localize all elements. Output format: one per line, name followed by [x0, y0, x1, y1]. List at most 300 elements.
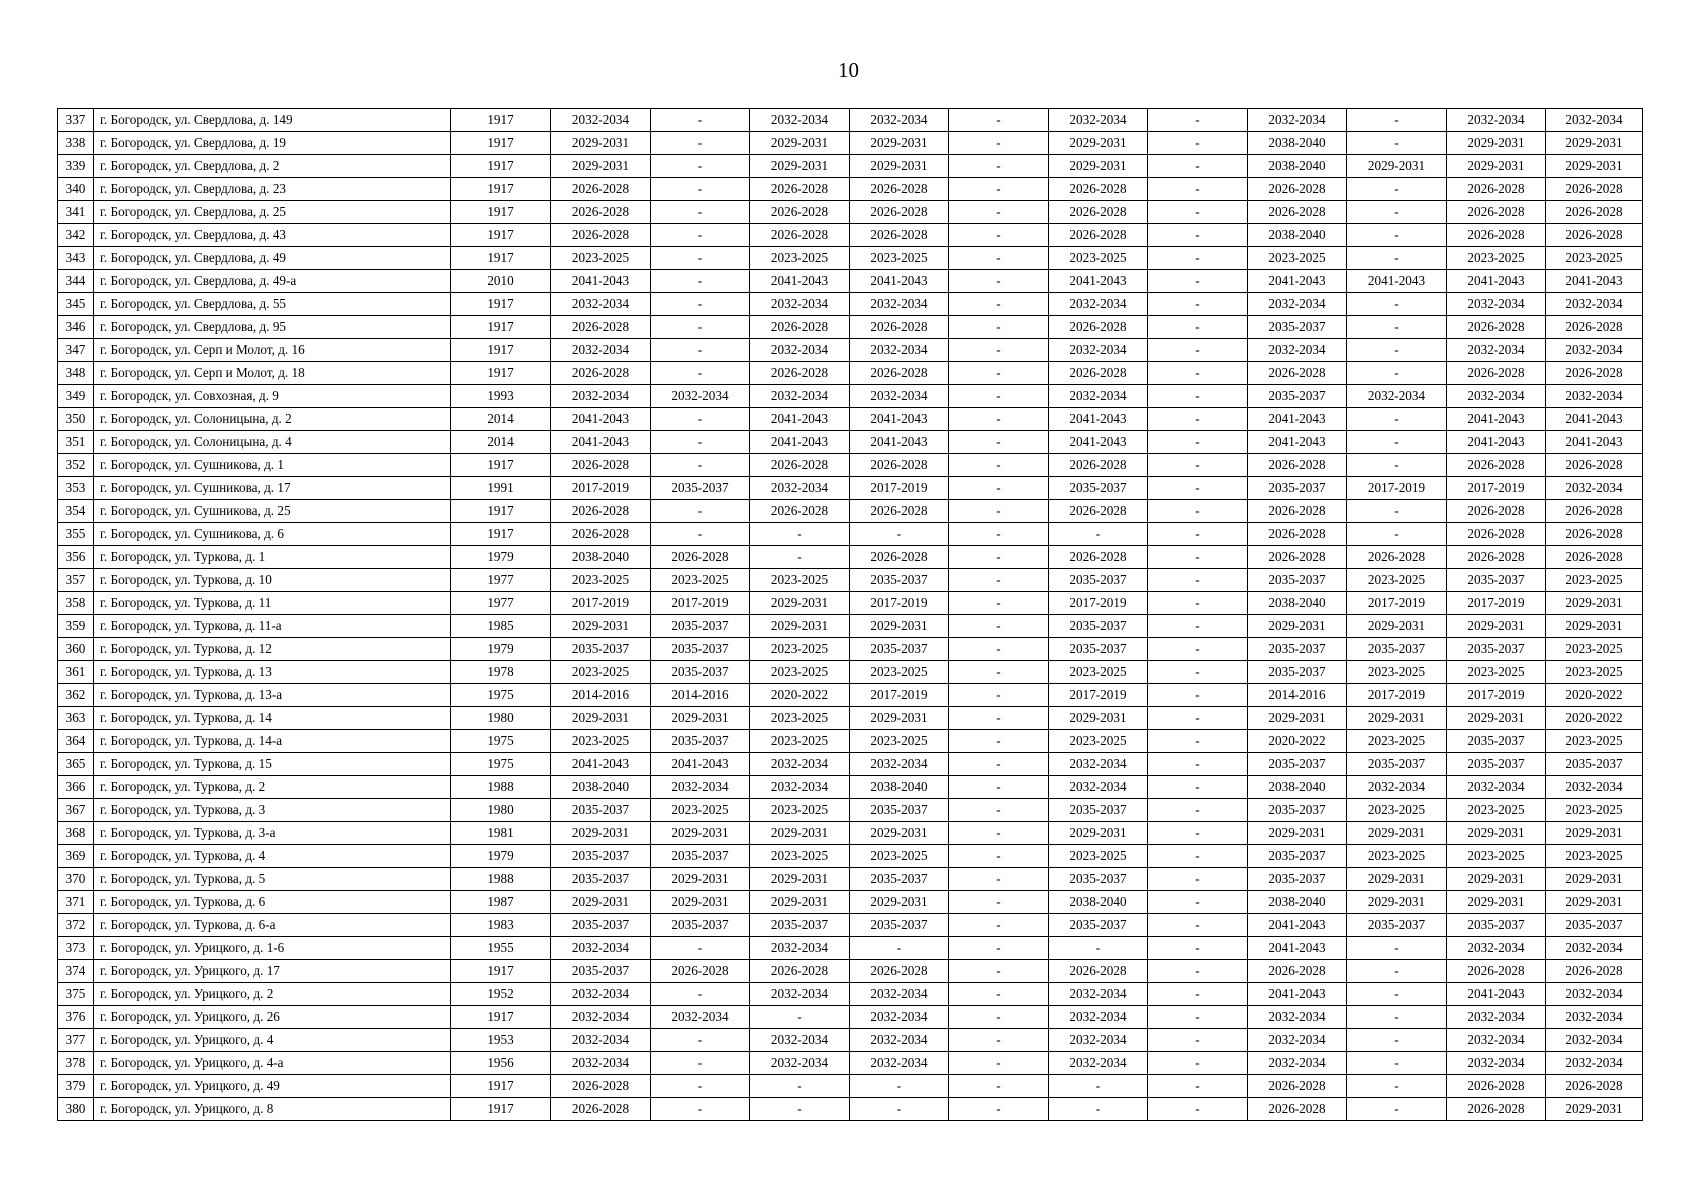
table-row — [58, 339, 1643, 362]
repair-period-cell: - — [949, 845, 1049, 868]
repair-period-cell: - — [1148, 178, 1248, 201]
repair-period-cell: 2029-2031 — [1347, 707, 1447, 730]
repair-period-cell: 2032-2034 — [1546, 385, 1643, 408]
repair-period-cell: - — [949, 799, 1049, 822]
repair-period-cell: - — [1347, 431, 1447, 454]
row-number-cell: 353 — [58, 477, 94, 500]
repair-period-cell: 2029-2031 — [551, 155, 651, 178]
repair-period-cell: 2032-2034 — [750, 776, 850, 799]
repair-period-cell: 2026-2028 — [1447, 500, 1546, 523]
repair-period-cell: 2029-2031 — [1447, 132, 1546, 155]
repair-period-cell: 2029-2031 — [1049, 132, 1148, 155]
repair-period-cell: 2026-2028 — [551, 362, 651, 385]
repair-period-cell: - — [750, 1006, 850, 1029]
address-cell: г. Богородск, ул. Туркова, д. 13-а — [94, 684, 451, 707]
repair-period-cell: - — [949, 316, 1049, 339]
repair-period-cell: - — [750, 1075, 850, 1098]
row-number-cell: 343 — [58, 247, 94, 270]
repair-period-cell: 2014-2016 — [551, 684, 651, 707]
repair-period-cell: 2029-2031 — [1347, 822, 1447, 845]
repair-period-cell: - — [1347, 293, 1447, 316]
repair-period-cell: 2026-2028 — [1546, 1075, 1643, 1098]
repair-period-cell: 2026-2028 — [551, 316, 651, 339]
row-number-cell: 380 — [58, 1098, 94, 1121]
table-row — [58, 1075, 1643, 1098]
repair-period-cell: 2029-2031 — [750, 868, 850, 891]
repair-period-cell: 2035-2037 — [1049, 569, 1148, 592]
row-number-cell: 357 — [58, 569, 94, 592]
repair-period-cell: 2035-2037 — [1447, 753, 1546, 776]
address-cell: г. Богородск, ул. Сушникова, д. 1 — [94, 454, 451, 477]
repair-period-cell: - — [1148, 799, 1248, 822]
repair-period-cell: - — [651, 178, 750, 201]
repair-period-cell: 2026-2028 — [551, 178, 651, 201]
repair-period-cell: 2026-2028 — [850, 362, 949, 385]
table-row — [58, 1098, 1643, 1121]
repair-period-cell: - — [949, 1006, 1049, 1029]
repair-period-cell: - — [651, 362, 750, 385]
table-row — [58, 201, 1643, 224]
repair-period-cell: - — [1148, 868, 1248, 891]
repair-period-cell: 2041-2043 — [1248, 937, 1347, 960]
repair-period-cell: 2026-2028 — [850, 178, 949, 201]
row-number-cell: 370 — [58, 868, 94, 891]
table-row — [58, 661, 1643, 684]
year-built-cell: 1975 — [451, 684, 551, 707]
repair-period-cell: - — [949, 270, 1049, 293]
year-built-cell: 1978 — [451, 661, 551, 684]
address-cell: г. Богородск, ул. Туркова, д. 3-а — [94, 822, 451, 845]
repair-period-cell: 2029-2031 — [1447, 615, 1546, 638]
repair-period-cell: 2035-2037 — [1248, 661, 1347, 684]
repair-period-cell: 2041-2043 — [1546, 408, 1643, 431]
repair-period-cell: - — [1148, 477, 1248, 500]
repair-period-cell: 2029-2031 — [1546, 891, 1643, 914]
year-built-cell: 1917 — [451, 224, 551, 247]
repair-period-cell: - — [949, 477, 1049, 500]
repair-period-cell: - — [949, 454, 1049, 477]
repair-period-cell: 2029-2031 — [850, 822, 949, 845]
repair-period-cell: 2041-2043 — [551, 270, 651, 293]
repair-period-cell: - — [949, 109, 1049, 132]
year-built-cell: 1917 — [451, 960, 551, 983]
repair-period-cell: - — [1148, 132, 1248, 155]
page-number: 10 — [838, 58, 859, 82]
repair-period-cell: 2032-2034 — [1049, 1052, 1148, 1075]
address-cell: г. Богородск, ул. Урицкого, д. 2 — [94, 983, 451, 1006]
year-built-cell: 1917 — [451, 500, 551, 523]
repair-period-cell: 2041-2043 — [1049, 431, 1148, 454]
repair-period-cell: 2017-2019 — [1049, 684, 1148, 707]
repair-period-cell: 2032-2034 — [551, 293, 651, 316]
year-built-cell: 1977 — [451, 569, 551, 592]
repair-period-cell: 2017-2019 — [1347, 684, 1447, 707]
repair-period-cell: - — [651, 500, 750, 523]
repair-period-cell: - — [750, 523, 850, 546]
repair-period-cell: 2029-2031 — [1447, 822, 1546, 845]
repair-period-cell: - — [949, 730, 1049, 753]
repair-period-cell: 2041-2043 — [1248, 270, 1347, 293]
repair-period-cell: - — [1347, 339, 1447, 362]
repair-period-cell: 2029-2031 — [750, 132, 850, 155]
repair-period-cell: 2032-2034 — [1447, 293, 1546, 316]
repair-period-cell: 2029-2031 — [1447, 155, 1546, 178]
repair-period-cell: 2029-2031 — [551, 822, 651, 845]
repair-period-cell: 2026-2028 — [1248, 523, 1347, 546]
repair-period-cell: 2035-2037 — [551, 960, 651, 983]
row-number-cell: 338 — [58, 132, 94, 155]
repair-period-cell: 2032-2034 — [750, 937, 850, 960]
repair-period-cell: - — [850, 937, 949, 960]
repair-period-cell: 2032-2034 — [1049, 776, 1148, 799]
repair-period-cell: 2023-2025 — [551, 247, 651, 270]
repair-period-cell: - — [1148, 615, 1248, 638]
repair-period-cell: 2026-2028 — [1248, 362, 1347, 385]
repair-period-cell: 2026-2028 — [1248, 1098, 1347, 1121]
repair-period-cell: - — [651, 201, 750, 224]
repair-period-cell: - — [949, 546, 1049, 569]
repair-period-cell: 2017-2019 — [850, 477, 949, 500]
repair-period-cell: 2023-2025 — [1546, 247, 1643, 270]
repair-period-cell: 2023-2025 — [551, 569, 651, 592]
repair-period-cell: - — [949, 960, 1049, 983]
repair-period-cell: 2029-2031 — [551, 132, 651, 155]
repair-period-cell: 2023-2025 — [1447, 799, 1546, 822]
row-number-cell: 376 — [58, 1006, 94, 1029]
repair-period-cell: 2017-2019 — [1347, 592, 1447, 615]
repair-period-cell: 2035-2037 — [551, 868, 651, 891]
repair-period-cell: 2035-2037 — [1248, 868, 1347, 891]
repair-period-cell: - — [1148, 1052, 1248, 1075]
row-number-cell: 354 — [58, 500, 94, 523]
repair-period-cell: 2026-2028 — [1248, 201, 1347, 224]
repair-period-cell: 2020-2022 — [750, 684, 850, 707]
repair-period-cell: 2029-2031 — [651, 707, 750, 730]
year-built-cell: 1993 — [451, 385, 551, 408]
repair-period-cell: 2035-2037 — [1447, 730, 1546, 753]
repair-period-cell: - — [651, 316, 750, 339]
address-cell: г. Богородск, ул. Свердлова, д. 49-а — [94, 270, 451, 293]
repair-period-cell: 2026-2028 — [1546, 362, 1643, 385]
repair-period-cell: 2023-2025 — [750, 661, 850, 684]
address-cell: г. Богородск, ул. Туркова, д. 10 — [94, 569, 451, 592]
repair-period-cell: - — [949, 615, 1049, 638]
repair-period-cell: 2032-2034 — [1248, 109, 1347, 132]
repair-period-cell: - — [1148, 638, 1248, 661]
address-cell: г. Богородск, ул. Сушникова, д. 17 — [94, 477, 451, 500]
table-row — [58, 983, 1643, 1006]
repair-period-cell: - — [949, 339, 1049, 362]
repair-period-cell: - — [1148, 776, 1248, 799]
repair-period-cell: - — [1347, 224, 1447, 247]
year-built-cell: 2014 — [451, 431, 551, 454]
repair-period-cell: 2029-2031 — [1248, 707, 1347, 730]
address-cell: г. Богородск, ул. Солоницына, д. 4 — [94, 431, 451, 454]
repair-period-cell: 2026-2028 — [750, 454, 850, 477]
address-cell: г. Богородск, ул. Туркова, д. 2 — [94, 776, 451, 799]
repair-period-cell: 2032-2034 — [1347, 385, 1447, 408]
repair-period-cell: 2041-2043 — [551, 753, 651, 776]
year-built-cell: 1953 — [451, 1029, 551, 1052]
table-row — [58, 293, 1643, 316]
repair-period-cell: 2032-2034 — [1049, 293, 1148, 316]
address-cell: г. Богородск, ул. Свердлова, д. 43 — [94, 224, 451, 247]
repair-period-cell: 2026-2028 — [1447, 362, 1546, 385]
repair-period-cell: 2026-2028 — [1049, 960, 1148, 983]
repair-period-cell: 2032-2034 — [1049, 109, 1148, 132]
repair-period-cell: 2041-2043 — [1447, 431, 1546, 454]
repair-period-cell: - — [949, 293, 1049, 316]
row-number-cell: 352 — [58, 454, 94, 477]
repair-period-cell: - — [1347, 523, 1447, 546]
repair-period-cell: 2029-2031 — [551, 891, 651, 914]
address-cell: г. Богородск, ул. Туркова, д. 11 — [94, 592, 451, 615]
repair-period-cell: 2020-2022 — [1248, 730, 1347, 753]
repair-period-cell: - — [1148, 500, 1248, 523]
repair-period-cell: 2041-2043 — [1248, 431, 1347, 454]
address-cell: г. Богородск, ул. Туркова, д. 11-а — [94, 615, 451, 638]
repair-period-cell: 2029-2031 — [750, 822, 850, 845]
row-number-cell: 349 — [58, 385, 94, 408]
repair-period-cell: 2035-2037 — [1248, 569, 1347, 592]
repair-period-cell: 2032-2034 — [1447, 385, 1546, 408]
repair-period-cell: 2032-2034 — [850, 1029, 949, 1052]
repair-period-cell: - — [651, 1075, 750, 1098]
registry-body — [58, 109, 1643, 1121]
repair-period-cell: 2038-2040 — [1049, 891, 1148, 914]
repair-period-cell: 2035-2037 — [1447, 638, 1546, 661]
year-built-cell: 1987 — [451, 891, 551, 914]
repair-period-cell: 2041-2043 — [1546, 431, 1643, 454]
repair-period-cell: 2026-2028 — [1447, 454, 1546, 477]
table-row — [58, 247, 1643, 270]
repair-period-cell: 2026-2028 — [1546, 523, 1643, 546]
repair-period-cell: - — [949, 937, 1049, 960]
repair-period-cell: 2035-2037 — [1447, 914, 1546, 937]
table-row — [58, 707, 1643, 730]
repair-period-cell: - — [1148, 707, 1248, 730]
address-cell: г. Богородск, ул. Туркова, д. 6-а — [94, 914, 451, 937]
repair-period-cell: 2017-2019 — [1347, 477, 1447, 500]
repair-period-cell: - — [1049, 937, 1148, 960]
address-cell: г. Богородск, ул. Свердлова, д. 19 — [94, 132, 451, 155]
table-row — [58, 431, 1643, 454]
repair-period-cell: 2029-2031 — [551, 615, 651, 638]
repair-period-cell: 2041-2043 — [1347, 270, 1447, 293]
repair-period-cell: - — [1347, 1029, 1447, 1052]
repair-period-cell: - — [651, 247, 750, 270]
repair-period-cell: 2023-2025 — [1049, 661, 1148, 684]
address-cell: г. Богородск, ул. Урицкого, д. 4-а — [94, 1052, 451, 1075]
repair-period-cell: - — [1347, 454, 1447, 477]
repair-period-cell: 2026-2028 — [1248, 1075, 1347, 1098]
row-number-cell: 360 — [58, 638, 94, 661]
row-number-cell: 359 — [58, 615, 94, 638]
repair-period-cell: 2038-2040 — [1248, 224, 1347, 247]
address-cell: г. Богородск, ул. Туркова, д. 12 — [94, 638, 451, 661]
repair-period-cell: 2023-2025 — [1546, 730, 1643, 753]
repair-period-cell: - — [750, 546, 850, 569]
repair-period-cell: 2041-2043 — [850, 270, 949, 293]
repair-period-cell: 2032-2034 — [1546, 983, 1643, 1006]
repair-period-cell: - — [949, 983, 1049, 1006]
year-built-cell: 1979 — [451, 845, 551, 868]
repair-period-cell: - — [1148, 408, 1248, 431]
repair-period-cell: - — [1347, 937, 1447, 960]
row-number-cell: 339 — [58, 155, 94, 178]
repair-period-cell: 2023-2025 — [551, 661, 651, 684]
repair-period-cell: 2026-2028 — [1447, 1098, 1546, 1121]
repair-period-cell: 2041-2043 — [1049, 408, 1148, 431]
repair-period-cell: 2023-2025 — [1546, 661, 1643, 684]
address-cell: г. Богородск, ул. Урицкого, д. 4 — [94, 1029, 451, 1052]
repair-period-cell: - — [1347, 960, 1447, 983]
repair-period-cell: 2026-2028 — [1546, 201, 1643, 224]
table-row — [58, 592, 1643, 615]
row-number-cell: 362 — [58, 684, 94, 707]
row-number-cell: 369 — [58, 845, 94, 868]
repair-period-cell: 2032-2034 — [750, 477, 850, 500]
table-row — [58, 224, 1643, 247]
table-row — [58, 1029, 1643, 1052]
repair-period-cell: 2026-2028 — [750, 178, 850, 201]
repair-period-cell: 2029-2031 — [1347, 891, 1447, 914]
repair-period-cell: 2032-2034 — [750, 1029, 850, 1052]
row-number-cell: 379 — [58, 1075, 94, 1098]
address-cell: г. Богородск, ул. Свердлова, д. 25 — [94, 201, 451, 224]
repair-period-cell: 2023-2025 — [750, 569, 850, 592]
repair-period-cell: - — [1148, 661, 1248, 684]
repair-period-cell: 2026-2028 — [1546, 178, 1643, 201]
repair-period-cell: - — [949, 891, 1049, 914]
address-cell: г. Богородск, ул. Урицкого, д. 26 — [94, 1006, 451, 1029]
address-cell: г. Богородск, ул. Урицкого, д. 8 — [94, 1098, 451, 1121]
row-number-cell: 371 — [58, 891, 94, 914]
repair-period-cell: 2032-2034 — [1248, 293, 1347, 316]
repair-period-cell: 2035-2037 — [1546, 753, 1643, 776]
row-number-cell: 347 — [58, 339, 94, 362]
repair-period-cell: - — [1347, 1075, 1447, 1098]
repair-period-cell: - — [850, 1098, 949, 1121]
repair-period-cell: - — [1148, 1098, 1248, 1121]
repair-period-cell: 2038-2040 — [1248, 132, 1347, 155]
repair-period-cell: 2038-2040 — [1248, 776, 1347, 799]
repair-period-cell: - — [1347, 500, 1447, 523]
repair-period-cell: 2026-2028 — [1049, 316, 1148, 339]
address-cell: г. Богородск, ул. Совхозная, д. 9 — [94, 385, 451, 408]
repair-period-cell: 2026-2028 — [1546, 316, 1643, 339]
repair-period-cell: - — [651, 224, 750, 247]
repair-period-cell: - — [949, 155, 1049, 178]
year-built-cell: 1917 — [451, 201, 551, 224]
address-cell: г. Богородск, ул. Туркова, д. 3 — [94, 799, 451, 822]
repair-period-cell: - — [651, 983, 750, 1006]
repair-period-cell: - — [949, 224, 1049, 247]
repair-period-cell: - — [949, 1029, 1049, 1052]
repair-period-cell: 2026-2028 — [850, 316, 949, 339]
repair-period-cell: 2035-2037 — [850, 569, 949, 592]
repair-period-cell: 2041-2043 — [750, 270, 850, 293]
repair-period-cell: - — [1148, 546, 1248, 569]
address-cell: г. Богородск, ул. Сушникова, д. 25 — [94, 500, 451, 523]
repair-period-cell: - — [1049, 523, 1148, 546]
repair-period-cell: - — [1148, 1075, 1248, 1098]
repair-period-cell: 2026-2028 — [651, 546, 750, 569]
repair-period-cell: 2026-2028 — [750, 960, 850, 983]
repair-period-cell: 2023-2025 — [1447, 661, 1546, 684]
repair-period-cell: 2035-2037 — [1248, 477, 1347, 500]
repair-period-cell: - — [1148, 730, 1248, 753]
repair-period-cell: 2041-2043 — [1248, 914, 1347, 937]
year-built-cell: 1917 — [451, 293, 551, 316]
year-built-cell: 1917 — [451, 247, 551, 270]
repair-period-cell: 2029-2031 — [1447, 868, 1546, 891]
repair-period-cell: 2029-2031 — [1546, 615, 1643, 638]
repair-period-cell: 2032-2034 — [1546, 1029, 1643, 1052]
repair-period-cell: 2032-2034 — [551, 1052, 651, 1075]
repair-period-cell: - — [949, 247, 1049, 270]
repair-period-cell: 2035-2037 — [651, 661, 750, 684]
repair-period-cell: 2035-2037 — [1248, 845, 1347, 868]
repair-period-cell: 2026-2028 — [551, 523, 651, 546]
repair-period-cell: 2032-2034 — [1049, 753, 1148, 776]
repair-period-cell: 2026-2028 — [1447, 523, 1546, 546]
repair-period-cell: 2032-2034 — [850, 385, 949, 408]
repair-period-cell: - — [949, 178, 1049, 201]
repair-period-cell: 2041-2043 — [750, 408, 850, 431]
repair-period-cell: - — [1148, 270, 1248, 293]
year-built-cell: 1988 — [451, 776, 551, 799]
row-number-cell: 363 — [58, 707, 94, 730]
repair-period-cell: 2017-2019 — [1447, 477, 1546, 500]
repair-period-cell: 2035-2037 — [651, 615, 750, 638]
repair-period-cell: 2032-2034 — [1248, 1006, 1347, 1029]
repair-period-cell: 2026-2028 — [750, 316, 850, 339]
table-row — [58, 799, 1643, 822]
repair-period-cell: - — [1347, 316, 1447, 339]
row-number-cell: 350 — [58, 408, 94, 431]
repair-period-cell: 2029-2031 — [1347, 868, 1447, 891]
repair-period-cell: 2041-2043 — [1447, 408, 1546, 431]
repair-period-cell: - — [651, 132, 750, 155]
repair-period-cell: 2026-2028 — [1447, 178, 1546, 201]
repair-period-cell: 2035-2037 — [1049, 914, 1148, 937]
table-row — [58, 109, 1643, 132]
repair-period-cell: 2032-2034 — [850, 293, 949, 316]
repair-period-cell: - — [651, 1052, 750, 1075]
year-built-cell: 1917 — [451, 178, 551, 201]
table-row — [58, 615, 1643, 638]
repair-period-cell: 2023-2025 — [1447, 247, 1546, 270]
repair-period-cell: 2026-2028 — [1447, 960, 1546, 983]
address-cell: г. Богородск, ул. Туркова, д. 5 — [94, 868, 451, 891]
repair-period-cell: - — [1347, 1006, 1447, 1029]
repair-period-cell: - — [1148, 937, 1248, 960]
repair-period-cell: - — [1347, 408, 1447, 431]
repair-period-cell: 2032-2034 — [1546, 477, 1643, 500]
repair-period-cell: - — [1148, 891, 1248, 914]
repair-period-cell: 2029-2031 — [750, 891, 850, 914]
repair-period-cell: 2026-2028 — [1546, 546, 1643, 569]
repair-period-cell: 2032-2034 — [750, 983, 850, 1006]
repair-period-cell: 2041-2043 — [850, 408, 949, 431]
row-number-cell: 348 — [58, 362, 94, 385]
table-row — [58, 270, 1643, 293]
repair-period-cell: - — [1148, 914, 1248, 937]
repair-period-cell: 2026-2028 — [651, 960, 750, 983]
repair-period-cell: 2029-2031 — [1049, 707, 1148, 730]
address-cell: г. Богородск, ул. Свердлова, д. 149 — [94, 109, 451, 132]
